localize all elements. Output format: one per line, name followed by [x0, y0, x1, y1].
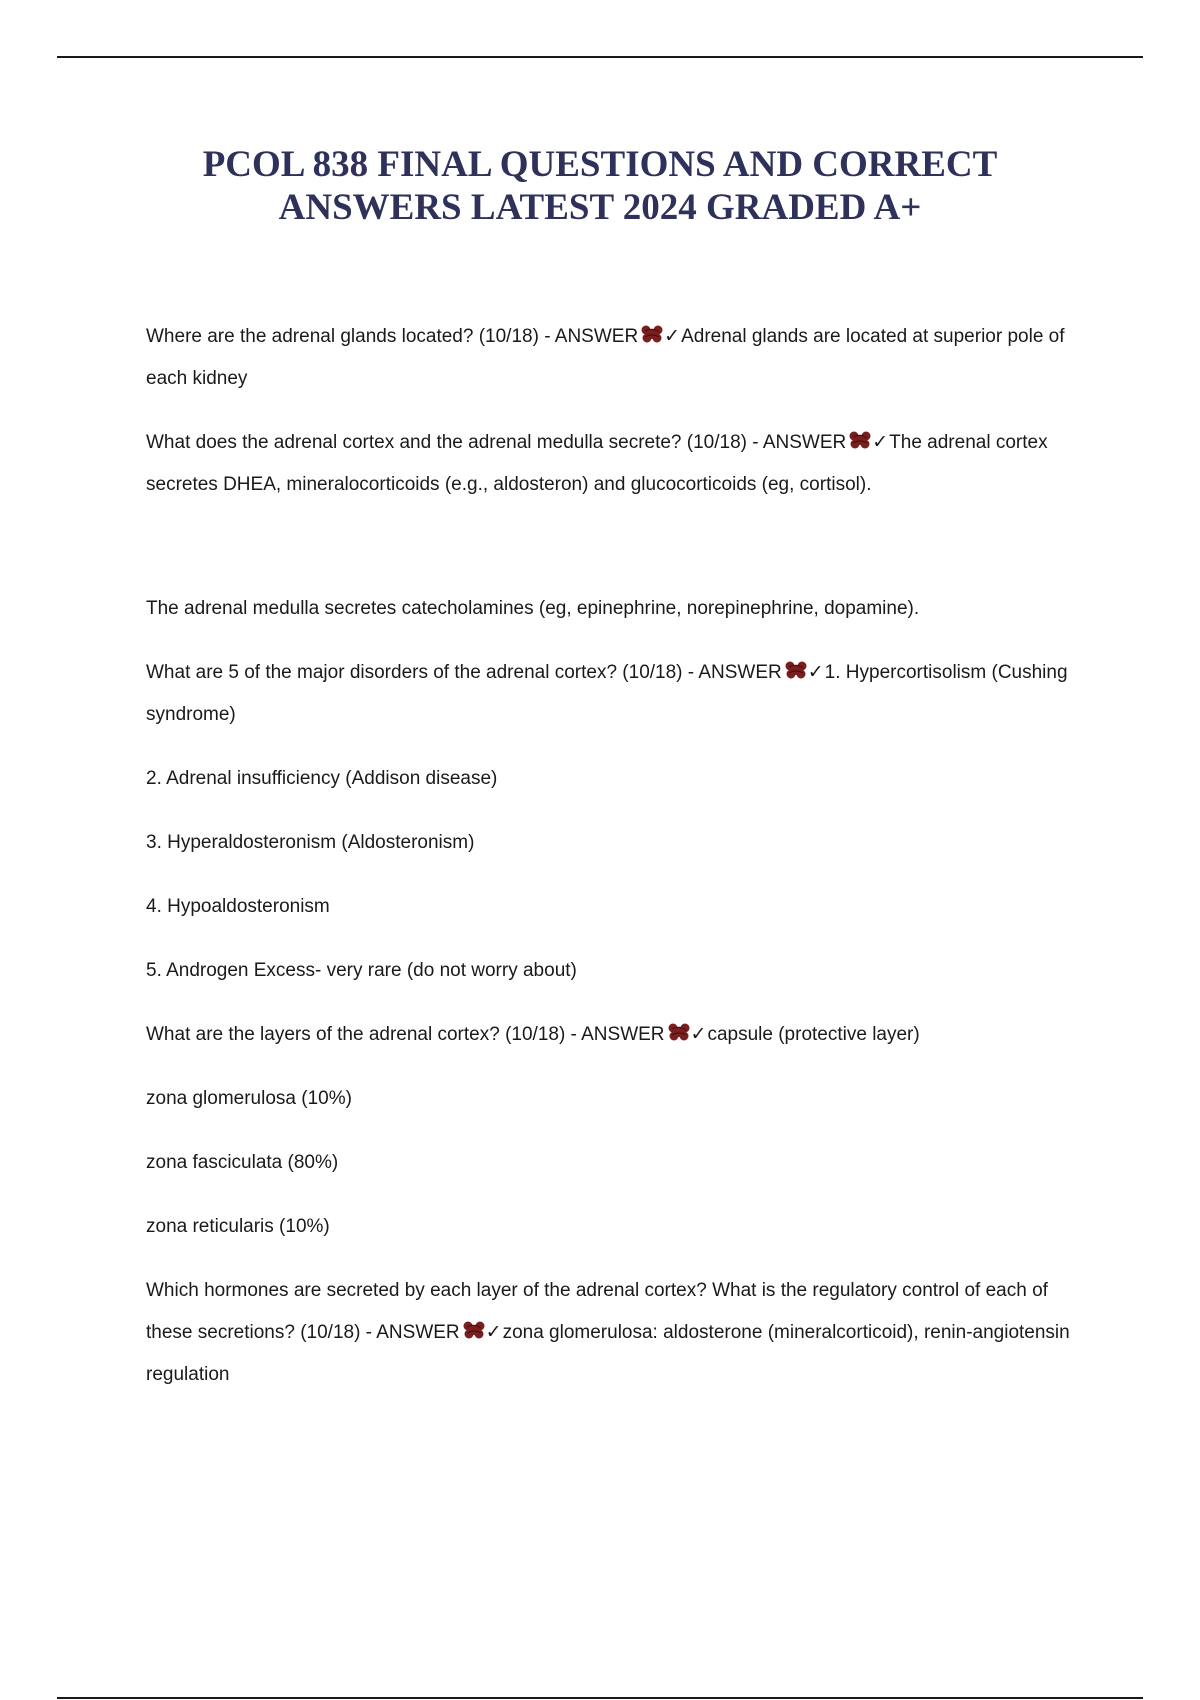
question-text: What are 5 of the major disorders of the adrenal cortex? (10/18) -: [146, 662, 699, 683]
flower-icon: [784, 660, 808, 681]
top-rule: [57, 56, 1143, 58]
answer-label: ANSWER: [376, 1322, 460, 1343]
answer-text: zona glomerulosa: aldosterone (mineralcorticoid), renin-angiotensin regulation: [146, 1322, 1070, 1385]
answer-label: ANSWER: [554, 326, 639, 347]
bottom-rule: [57, 1697, 1143, 1699]
text-paragraph: 5. Androgen Excess- very rare (do not worry about): [146, 960, 577, 981]
title-line-2: ANSWERS LATEST 2024 GRADED A+: [278, 187, 922, 228]
qa-paragraph: [146, 652, 1096, 736]
answer-text: capsule (protective layer): [707, 1024, 920, 1045]
answer-label: ANSWER: [698, 662, 782, 683]
flower-icon: [462, 1320, 486, 1341]
text-paragraph: zona fasciculata (80%): [146, 1152, 339, 1173]
check-icon: ✓: [664, 326, 681, 347]
title-line-1: PCOL 838 FINAL QUESTIONS AND CORRECT: [202, 144, 998, 185]
document-body: [146, 316, 1096, 1418]
qa-paragraph: [146, 316, 1096, 400]
check-icon: ✓: [807, 662, 824, 683]
answer-text: Adrenal glands are located at superior pole of each kidney: [146, 326, 1065, 389]
text-paragraph: zona reticularis (10%): [146, 1216, 330, 1237]
flower-icon: [667, 1022, 691, 1043]
question-text: Which hormones are secreted by each layer of the adrenal cortex? What is the regulatory control of each of these secretions? (10/18) -: [146, 1280, 1048, 1343]
question-text: What are the layers of the adrenal cortex? (10/18) -: [146, 1024, 582, 1045]
answer-text: The adrenal cortex secretes DHEA, mineralocorticoids (e.g., aldosteron) and glucocorticoids (eg, cortisol).: [146, 432, 1048, 495]
answer-text: 1. Hypercortisolism (Cushing syndrome): [146, 662, 1068, 725]
text-paragraph: zona glomerulosa (10%): [146, 1088, 352, 1109]
text-paragraph: 2. Adrenal insufficiency (Addison disease): [146, 768, 498, 789]
document-title: [0, 143, 1200, 229]
text-paragraph: 3. Hyperaldosteronism (Aldosteronism): [146, 832, 475, 853]
qa-paragraph: [146, 422, 1096, 506]
question-text: Where are the adrenal glands located? (10/18) -: [146, 326, 555, 347]
check-icon: ✓: [872, 432, 889, 453]
text-paragraph: 4. Hypoaldosteronism: [146, 896, 330, 917]
check-icon: ✓: [690, 1024, 707, 1045]
answer-label: ANSWER: [581, 1024, 665, 1045]
qa-paragraph: [146, 1014, 1096, 1056]
text-paragraph: The adrenal medulla secretes catecholamines (eg, epinephrine, norepinephrine, dopamine).: [146, 598, 920, 619]
question-text: What does the adrenal cortex and the adrenal medulla secrete? (10/18) -: [146, 432, 763, 453]
flower-icon: [848, 430, 872, 451]
check-icon: ✓: [485, 1322, 502, 1343]
flower-icon: [640, 324, 664, 345]
qa-paragraph: [146, 1270, 1096, 1396]
answer-label: ANSWER: [762, 432, 847, 453]
